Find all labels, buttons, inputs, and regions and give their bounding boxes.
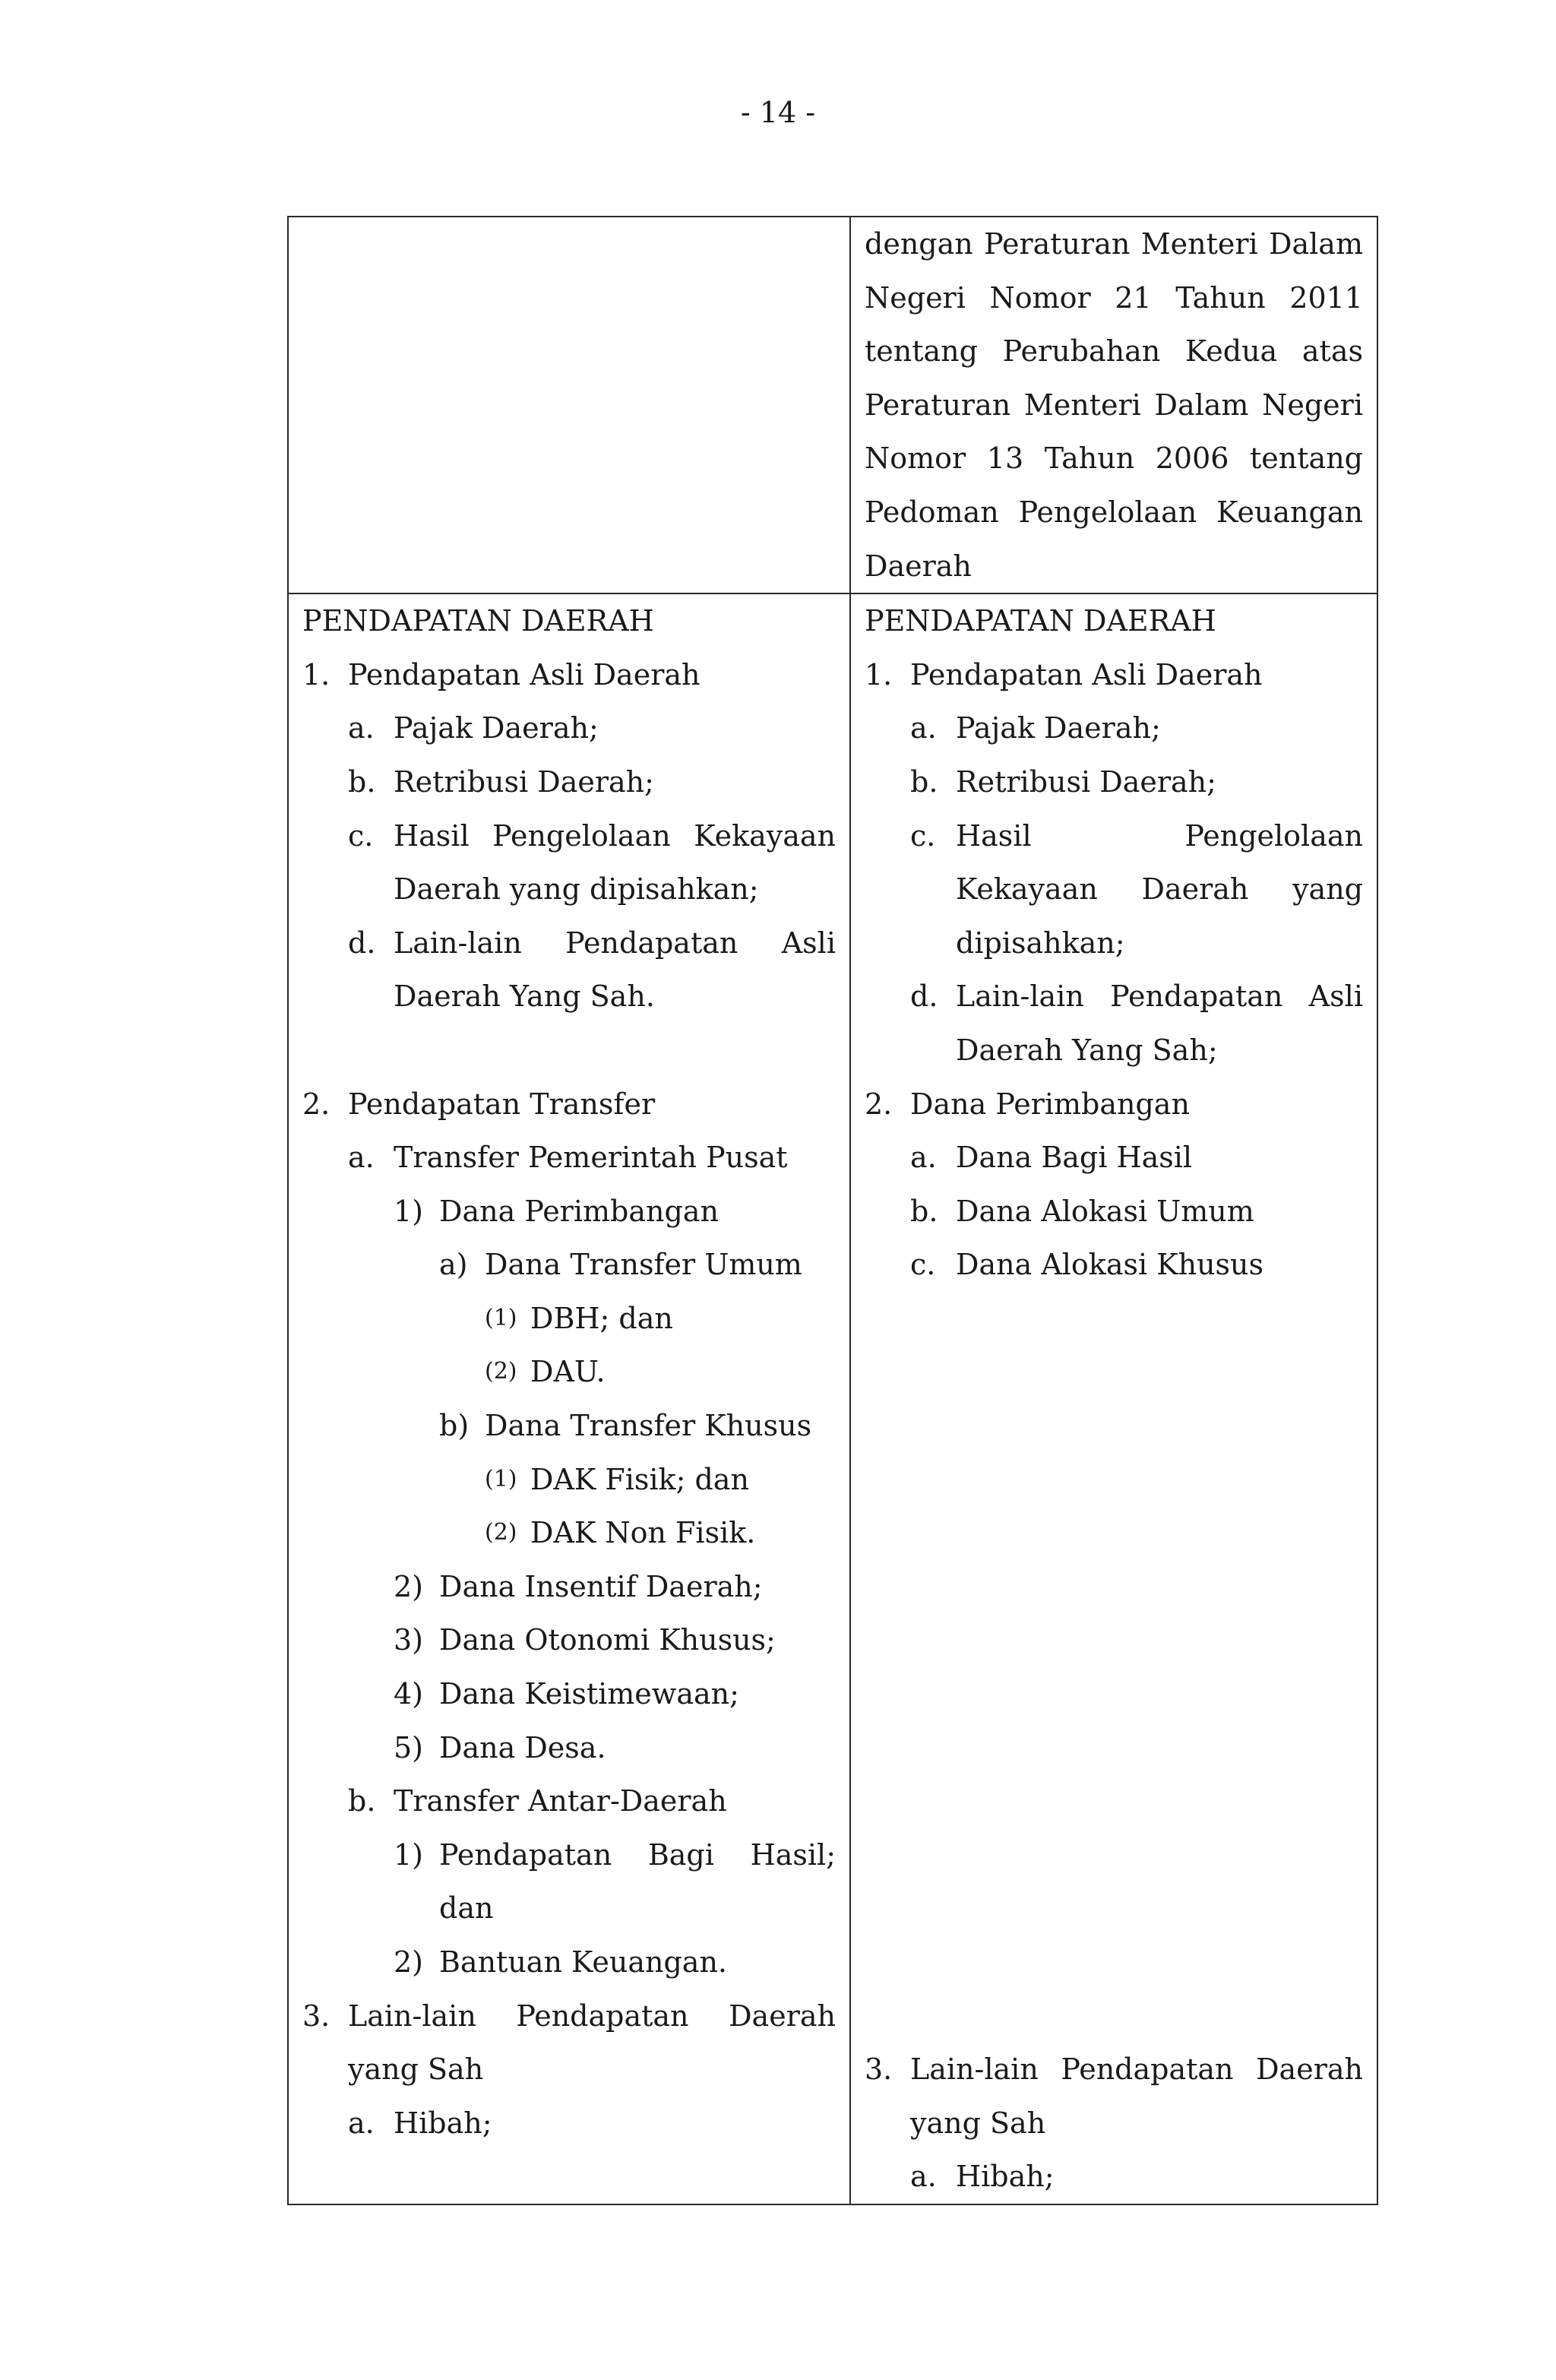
list-marker: (2) <box>485 1519 517 1546</box>
list-item <box>302 1292 836 1346</box>
list-item <box>302 1774 836 1828</box>
list-marker: b. <box>910 1194 938 1228</box>
list-marker: 1) <box>394 1837 424 1872</box>
list-item-text: Retribusi Daerah; <box>394 764 654 799</box>
list-item-text: Hasil Pengelolaan Kekayaan Daerah yang dipisahkan; <box>956 818 1363 960</box>
list-marker: 2) <box>394 1945 424 1979</box>
list-item <box>302 1185 836 1239</box>
list-marker: a. <box>348 1141 375 1175</box>
table-cell-reference-text: dengan Peraturan Menteri Dalam Negeri Nomor 21 Tahun 2011 tentang Perubahan Kedua atas Peraturan Menteri Dalam Negeri Nomor 13 Tahun 2006 tentang Pedoman Pengelolaan Keuangan Daerah <box>850 217 1377 593</box>
list-item <box>865 2150 1363 2204</box>
list-item <box>302 755 836 809</box>
list-item-text: Lain-lain Pendapatan Daerah yang Sah <box>910 2052 1363 2140</box>
list-marker: 4) <box>394 1677 424 1711</box>
list-item <box>865 970 1363 1077</box>
list-item-text: Lain-lain Pendapatan Daerah yang Sah <box>348 1999 836 2087</box>
list-item <box>302 1667 836 1721</box>
list-item-text: Transfer Pemerintah Pusat <box>394 1141 788 1175</box>
list-item-text: Pajak Daerah; <box>956 711 1161 745</box>
list-marker: d. <box>348 926 376 960</box>
list-item-text: Lain-lain Pendapatan Asli Daerah Yang Sah; <box>956 980 1363 1067</box>
list-marker: a. <box>910 1141 937 1175</box>
list-item <box>302 1560 836 1614</box>
list-item-text: Bantuan Keuangan. <box>439 1945 727 1979</box>
list-marker: 2. <box>302 1087 330 1121</box>
list-item-text: Pajak Daerah; <box>394 711 599 745</box>
comparison-table <box>287 216 1378 2205</box>
list-item-text: Pendapatan Bagi Hasil; dan <box>439 1837 836 1926</box>
list-item <box>302 1721 836 1775</box>
list-item-text: Pendapatan Asli Daerah <box>910 657 1263 692</box>
list-item-text: Dana Bagi Hasil <box>956 1141 1193 1175</box>
list-item-text: Dana Insentif Daerah; <box>439 1569 763 1603</box>
list-item-text: DBH; dan <box>530 1301 673 1335</box>
list-marker: a) <box>439 1248 468 1282</box>
list-item <box>865 1238 1363 1292</box>
list-marker: 1. <box>302 657 330 692</box>
list-item-text: Transfer Antar-Daerah <box>394 1784 727 1818</box>
list-marker: b. <box>910 764 938 799</box>
list-marker: 3. <box>302 1999 330 2033</box>
list-item <box>302 701 836 755</box>
list-item <box>302 1131 836 1185</box>
list-marker: a. <box>910 711 937 745</box>
list-item-text: Pendapatan Asli Daerah <box>348 657 701 692</box>
table-row <box>288 593 1377 2204</box>
list-item <box>865 1078 1363 1131</box>
list-item <box>302 2097 836 2151</box>
list-item-text: DAU. <box>530 1355 606 1389</box>
list-item-text: Dana Desa. <box>439 1730 606 1764</box>
list-marker: c. <box>910 818 936 853</box>
table-cell-left-empty <box>288 217 850 593</box>
list-marker: (1) <box>485 1304 517 1331</box>
list-marker: b. <box>348 764 376 799</box>
list-marker: 5) <box>394 1730 424 1764</box>
list-item-text: Lain-lain Pendapatan Asli Daerah Yang Sah. <box>394 926 836 1014</box>
list-item <box>865 701 1363 755</box>
list-item-text: Dana Keistimewaan; <box>439 1677 739 1711</box>
list-item-text: DAK Fisik; dan <box>530 1462 749 1496</box>
list-item <box>302 1078 836 1131</box>
list-marker: c. <box>348 818 374 853</box>
list-marker: (2) <box>485 1358 517 1385</box>
section-heading: PENDAPATAN DAERAH <box>302 604 654 638</box>
list-item-text: Dana Perimbangan <box>910 1087 1190 1121</box>
list-item <box>302 1935 836 1989</box>
list-item <box>865 648 1363 702</box>
list-marker: 1) <box>394 1194 424 1228</box>
list-marker: d. <box>910 980 938 1014</box>
list-item <box>302 648 836 702</box>
table-cell-right-content <box>850 593 1377 2204</box>
list-item <box>302 1453 836 1507</box>
list-item <box>865 809 1363 970</box>
list-item <box>865 1131 1363 1185</box>
list-item-text: DAK Non Fisik. <box>530 1516 756 1550</box>
list-marker: c. <box>910 1248 936 1282</box>
list-marker: a. <box>910 2160 937 2194</box>
list-item-text: Dana Alokasi Umum <box>956 1194 1254 1228</box>
list-item-text: Hibah; <box>956 2160 1055 2194</box>
list-item-text: Dana Transfer Umum <box>485 1248 802 1282</box>
section-heading: PENDAPATAN DAERAH <box>865 604 1216 638</box>
table-row <box>288 217 1377 593</box>
list-item-text: Dana Perimbangan <box>439 1194 719 1228</box>
list-item <box>302 916 836 1024</box>
list-item-text: Dana Otonomi Khusus; <box>439 1623 776 1657</box>
list-marker: b) <box>439 1409 470 1443</box>
list-marker: 2. <box>865 1087 893 1121</box>
list-marker: 3) <box>394 1623 424 1657</box>
list-marker: a. <box>348 711 375 745</box>
list-item <box>302 809 836 916</box>
list-item-text: Pendapatan Transfer <box>348 1087 656 1121</box>
list-marker: (1) <box>485 1465 517 1492</box>
list-item <box>302 1828 836 1935</box>
blank-line <box>302 1024 836 1078</box>
list-item <box>865 755 1363 809</box>
list-marker: 3. <box>865 2052 893 2087</box>
list-item <box>302 1345 836 1399</box>
list-item-text: Hibah; <box>394 2106 492 2140</box>
list-item-text: Retribusi Daerah; <box>956 764 1216 799</box>
table-cell-left-content <box>288 593 850 2204</box>
list-marker: a. <box>348 2106 375 2140</box>
list-item <box>865 2043 1363 2150</box>
list-item-text: Dana Alokasi Khusus <box>956 1248 1264 1282</box>
list-item-text: Hasil Pengelolaan Kekayaan Daerah yang dipisahkan; <box>394 818 836 907</box>
list-item <box>865 1185 1363 1239</box>
list-item <box>302 1506 836 1560</box>
list-marker: 1. <box>865 657 893 692</box>
page-number: - 14 - <box>740 96 816 129</box>
list-marker: b. <box>348 1784 376 1818</box>
list-item <box>302 1989 836 2097</box>
list-marker: 2) <box>394 1569 424 1603</box>
list-item <box>302 1399 836 1453</box>
list-item <box>302 1613 836 1667</box>
list-item <box>302 1238 836 1292</box>
list-item-text: Dana Transfer Khusus <box>485 1409 812 1443</box>
